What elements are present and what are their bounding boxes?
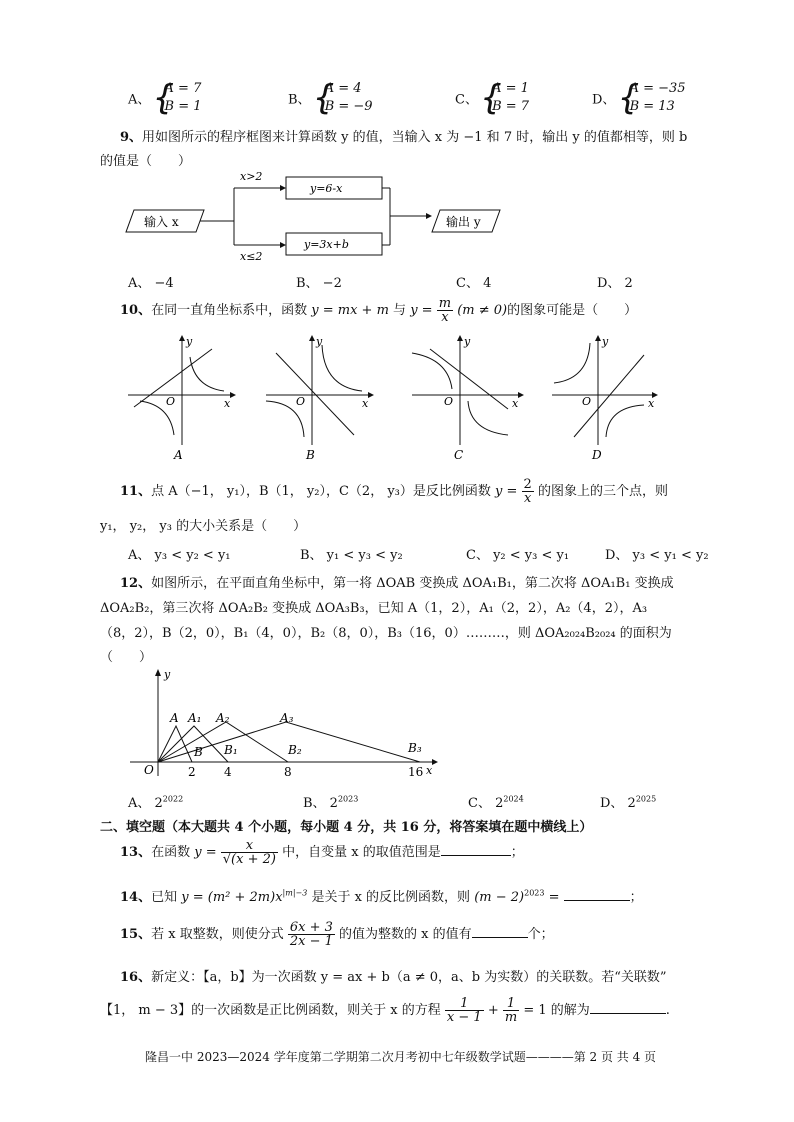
svg-text:x: x: [648, 397, 655, 410]
q12-line3: （8，2），B（2，0），B₁（4，0），B₂（8，0），B₃（16，0）………，则 ΔOA₂₀₂₄B₂₀₂₄ 的面积为: [100, 626, 672, 641]
q12-option-c: C、 $2^{2024}$: [468, 794, 524, 811]
svg-text:8: 8: [284, 765, 292, 779]
flow-box-2-label: y=3x+b: [304, 238, 349, 251]
q9-option-b: B、 −2: [296, 276, 342, 291]
svg-text:y: y: [186, 335, 193, 348]
svg-text:A₃: A₃: [280, 711, 294, 725]
q10-graph-b: [266, 335, 374, 462]
svg-text:y: y: [602, 335, 609, 348]
svg-text:y: y: [164, 668, 171, 681]
q12-line4: （ ）: [100, 650, 153, 665]
flow-output-label: 输出 y: [446, 215, 481, 229]
q10-label-a: A: [174, 448, 183, 462]
q9-option-c: C、 4: [456, 276, 492, 291]
q9-flowchart: [120, 168, 520, 264]
svg-text:B₂: B₂: [288, 743, 302, 757]
q11-option-a: A、 y₃ < y₂ < y₁: [128, 548, 231, 563]
flow-arrowhead-out: [426, 213, 432, 219]
svg-text:16: 16: [408, 765, 424, 779]
q14-answer-blank[interactable]: [564, 900, 630, 901]
svg-text:4: 4: [224, 765, 232, 779]
flow-box-1-label: y=6-x: [310, 182, 343, 195]
svg-text:x: x: [512, 397, 519, 410]
svg-text:O: O: [296, 395, 306, 408]
q12-line1: 12、如图所示，在平面直角坐标中，第一将 ΔOAB 变换成 ΔOA₁B₁，第二次将 ΔOA₁B₁ 变换成: [120, 576, 674, 591]
q9-line1: 9、用如图所示的程序框图来计算函数 y 的值，当输入 x 为 −1 和 7 时，输出 y 的值都相等，则 b: [120, 130, 688, 145]
q16-answer-blank[interactable]: [590, 1013, 666, 1014]
q10-label-d: D: [592, 448, 602, 462]
svg-text:A₁: A₁: [188, 711, 202, 725]
svg-text:O: O: [144, 763, 154, 777]
q12-figure: [120, 664, 450, 780]
q10-label-b: B: [306, 448, 315, 462]
q16-line1: 16、新定义：【a，b】为一次函数 y = ax + b（a ≠ 0，a、b 为实数）的关联数。若“关联数”: [120, 970, 667, 985]
q9-line2: 的值是（ ）: [100, 154, 192, 169]
q15-answer-blank[interactable]: [472, 937, 528, 938]
q10-label-c: C: [454, 448, 464, 462]
svg-text:x: x: [426, 764, 433, 777]
q12-line2: ΔOA₂B₂，第三次将 ΔOA₂B₂ 变换成 ΔOA₃B₃，已知 A（1，2），A₁（2，2），A₂（4，2），A₃: [100, 601, 648, 616]
q8-option-b: B、 { A = 4 B = −9: [288, 80, 373, 116]
svg-text:B: B: [194, 745, 203, 759]
svg-text:A: A: [170, 711, 179, 725]
svg-text:y: y: [316, 335, 323, 348]
question-14: 14、已知 $y = (m^2 + 2m)x^{|m|-3}$ 是关于 x 的反比例函数，则 $(m - 2)^{2023}$ = ；: [120, 888, 643, 905]
flow-arrowhead-top: [280, 185, 286, 191]
q10-text: 10、在同一直角坐标系中，函数 y = mx + m 与 y = $\frac{m}{x}$ (m ≠ 0)的图象可能是（ ）: [120, 296, 638, 325]
q11-line2: y₁， y₂， y₃ 的大小关系是（ ）: [100, 519, 307, 534]
q10-graph-a: [128, 335, 236, 462]
svg-text:O: O: [582, 395, 592, 408]
flow-arrowhead-bottom: [280, 242, 286, 248]
svg-text:y: y: [464, 335, 471, 348]
q11-option-d: D、 y₃ < y₁ < y₂: [605, 548, 709, 563]
question-13: 13、在函数 y = $\frac{x}{√(x + 2)}$ 中，自变量 x 的取值范围是 ；: [120, 838, 524, 867]
q16-line2: 【1， m − 3】的一次函数是正比例函数，则关于 x 的方程 $\frac{1}{x - 1}$ + $\frac{1}{m}$ = 1 的解为 .: [100, 996, 670, 1025]
q12-option-a: A、 $2^{2022}$: [128, 794, 184, 811]
q8-option-d: D、 { A = −35 B = 13: [592, 80, 686, 116]
svg-text:x: x: [224, 397, 231, 410]
svg-text:B₁: B₁: [224, 743, 238, 757]
q11-line1: 11、点 A（−1， y₁），B（1， y₂），C（2， y₃）是反比例函数 y = $\frac{2}{x}$ 的图象上的三个点，则: [120, 477, 668, 506]
section-2-heading: 二、填空题（本大题共 4 个小题，每小题 4 分，共 16 分，将答案填在题中横线上）: [100, 820, 593, 835]
q8-option-c: C、 { A = 1 B = 7: [455, 80, 529, 116]
flow-input-label: 输入 x: [144, 215, 179, 229]
flow-cond-1: x>2: [240, 170, 263, 183]
svg-text:A₂: A₂: [216, 711, 230, 725]
q13-answer-blank[interactable]: [441, 855, 511, 856]
svg-text:2: 2: [188, 765, 196, 779]
question-15: 15、若 x 取整数，则使分式 $\frac{6x + 3}{2x - 1}$ 的值为整数的 x 的值有 个；: [120, 920, 554, 949]
svg-text:B₃: B₃: [408, 741, 422, 755]
q9-option-d: D、 2: [597, 276, 633, 291]
svg-text:x: x: [362, 397, 369, 410]
svg-text:O: O: [166, 395, 176, 408]
triangle-oa1b1: [158, 726, 228, 762]
q11-option-c: C、 y₂ < y₃ < y₁: [466, 548, 570, 563]
q10-graph-c: [412, 335, 524, 462]
q10-graph-d: [552, 335, 658, 462]
q12-option-d: D、 $2^{2025}$: [600, 794, 657, 811]
q9-option-a: A、 −4: [128, 276, 174, 291]
q8-option-a: A、 { A = 7 B = 1: [128, 80, 202, 116]
q12-option-b: B、 $2^{2023}$: [303, 794, 359, 811]
flow-cond-2: x≤2: [240, 250, 263, 263]
page-footer: 隆昌一中 2023—2024 学年度第二学期第二次月考初中七年级数学试题————第 2 页 共 4 页: [145, 1050, 657, 1064]
q11-option-b: B、 y₁ < y₃ < y₂: [300, 548, 403, 563]
q10-graphs: [120, 335, 660, 465]
svg-text:O: O: [444, 395, 454, 408]
